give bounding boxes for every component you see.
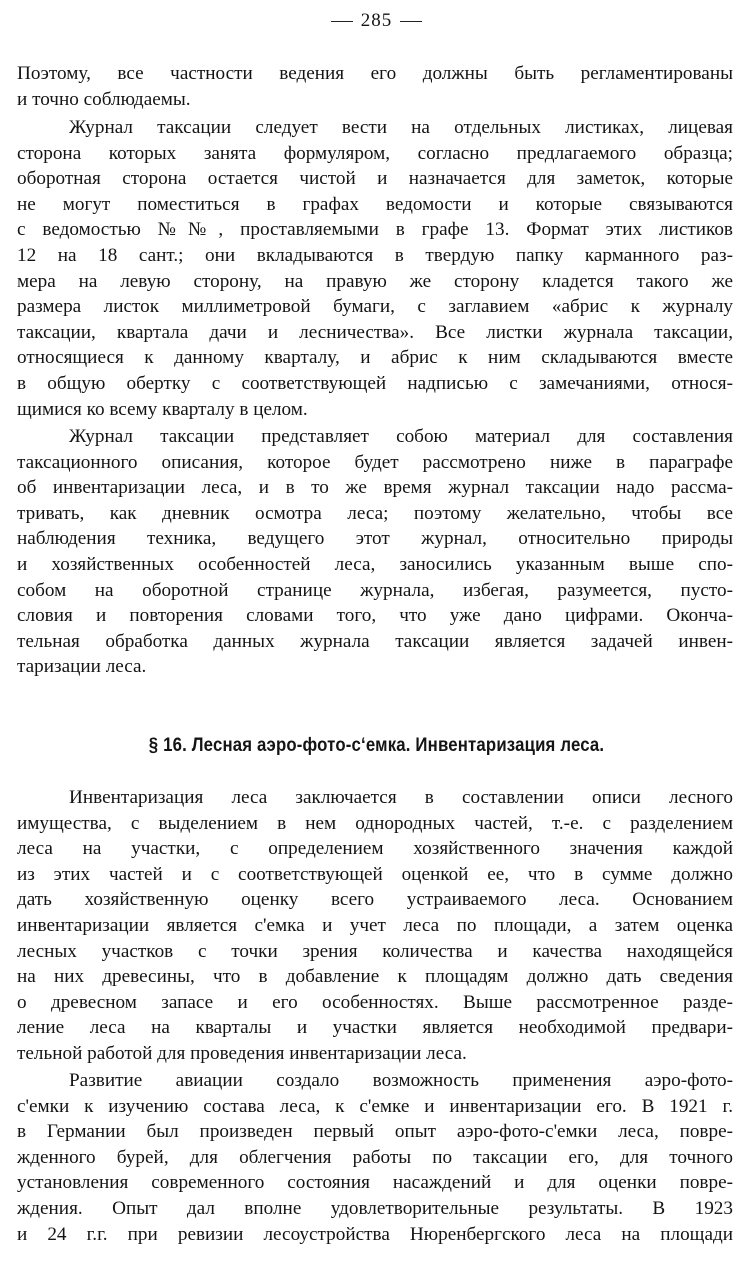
text-line: таксации, квартала дачи и лесничества». Все листки журнала таксации, bbox=[17, 321, 733, 343]
text-line: тельная обработка данных журнала таксации является задачей инвен- bbox=[17, 630, 733, 652]
text-line: с'емки к изучению состава леса, к с'емке и инвентаризации его. В 1921 г. bbox=[17, 1095, 733, 1117]
text-line: ление леса на кварталы и участки является необходимой предвари- bbox=[17, 1017, 733, 1039]
text-line: мера на левую сторону, на правую же сторону кладется такого же bbox=[17, 270, 733, 292]
text-line: ждения. Опыт дал вполне удовлетворительные результаты. В 1923 bbox=[17, 1197, 733, 1219]
text-line: Развитие авиации создало возможность применения аэро-фото- bbox=[69, 1070, 733, 1091]
text-line: щимися ко всему кварталу в целом. bbox=[17, 398, 308, 420]
text-line: тривать, как дневник осмотра леса; поэтому желательно, чтобы все bbox=[17, 502, 733, 524]
text-line: оборотная сторона остается чистой и назначается для заметок, которые bbox=[17, 168, 733, 190]
paragraph-journal-format bbox=[17, 115, 733, 422]
page-number bbox=[0, 10, 753, 32]
text-line: собом на оборотной странице журнала, избегая, разумеется, пусто- bbox=[17, 579, 733, 601]
text-line: с ведомостью №№, проставляемыми в графе 13. Формат этих листиков bbox=[17, 219, 733, 241]
text-line: словия и повторения словами того, что уже дано цифрами. Оконча- bbox=[17, 605, 733, 627]
text-line: не могут поместиться в графах ведомости и которые связываются bbox=[17, 193, 733, 215]
text-line: о древесном запасе и его особенностях. Выше рассмотренное разде- bbox=[17, 991, 733, 1013]
paragraph-journal-purpose bbox=[17, 424, 733, 680]
paragraph-aviation bbox=[17, 1068, 733, 1247]
text-line: и хозяйственных особенностей леса, заносились указанным выше спо- bbox=[17, 553, 733, 575]
text-line: Журнал таксации представляет собою материал для составления bbox=[69, 426, 733, 447]
text-line: дать хозяйственную оценку всего устраиваемого леса. Основанием bbox=[17, 889, 733, 911]
text-line: имущества, с выделением в нем однородных частей, т.-е. с разделением bbox=[17, 812, 733, 834]
text-line: жденного бурей, для облегчения работы по таксации его, для точного bbox=[17, 1146, 733, 1168]
text-line: Журнал таксации следует вести на отдельных листиках, лицевая bbox=[69, 117, 733, 138]
text-line: на них древесины, что в добавление к площадям должно дать сведения bbox=[17, 966, 733, 988]
text-line: в Германии был произведен первый опыт аэро-фото-с'емки леса, повре- bbox=[17, 1121, 733, 1143]
text-line: относящиеся к данному кварталу, и абрис к ним складываются вместе bbox=[17, 347, 733, 369]
text-line: из этих частей и с соответствующей оценкой ее, что в сумме должно bbox=[17, 863, 733, 885]
text-line: наблюдения техника, ведущего этот журнал, относительно природы bbox=[17, 528, 733, 550]
dash-right bbox=[400, 21, 422, 22]
section-heading: § 16. Лесная аэро-фото-с‘емка. Инвентаризация леса. bbox=[148, 734, 605, 756]
text-line: Поэтому, все частности ведения его должны быть регламентированы bbox=[17, 63, 733, 84]
text-line: леса на участки, с определением хозяйственного значения каждой bbox=[17, 838, 733, 860]
text-line: лесных участков с точки зрения количества и качества находящейся bbox=[17, 940, 733, 962]
page-number-value: 285 bbox=[360, 10, 393, 31]
paragraph-continuation bbox=[17, 61, 733, 112]
text-line: 12 на 18 сант.; они вкладываются в твердую папку карманного раз- bbox=[17, 244, 733, 266]
text-line: таксационного описания, которое будет рассмотрено ниже в параграфе bbox=[17, 451, 733, 473]
text-line: таризации леса. bbox=[17, 656, 147, 678]
text-line: сторона которых занята формуляром, согласно предлагаемого образца; bbox=[17, 142, 733, 164]
text-line: об инвентаризации леса, и в то же время журнал таксации надо рассма- bbox=[17, 477, 733, 499]
text-line: тельной работой для проведения инвентаризации леса. bbox=[17, 1042, 467, 1064]
text-line: инвентаризации является с'емка и учет леса по площади, а затем оценка bbox=[17, 914, 733, 936]
text-line: и точно соблюдаемы. bbox=[17, 88, 191, 110]
dash-left bbox=[331, 21, 353, 22]
text-line: Инвентаризация леса заключается в составлении описи лесного bbox=[69, 787, 733, 808]
text-line: в общую обертку с соответствующей надписью с замечаниями, относя- bbox=[17, 372, 733, 394]
paragraph-inventory bbox=[17, 785, 733, 1067]
text-line: размера листок миллиметровой бумаги, с заглавием «абрис к журналу bbox=[17, 296, 733, 318]
text-line: установления современного состояния насаждений и для оценки повре- bbox=[17, 1172, 733, 1194]
text-line: и 24 г.г. при ревизии лесоустройства Нюренбергского леса на площади bbox=[17, 1223, 733, 1245]
